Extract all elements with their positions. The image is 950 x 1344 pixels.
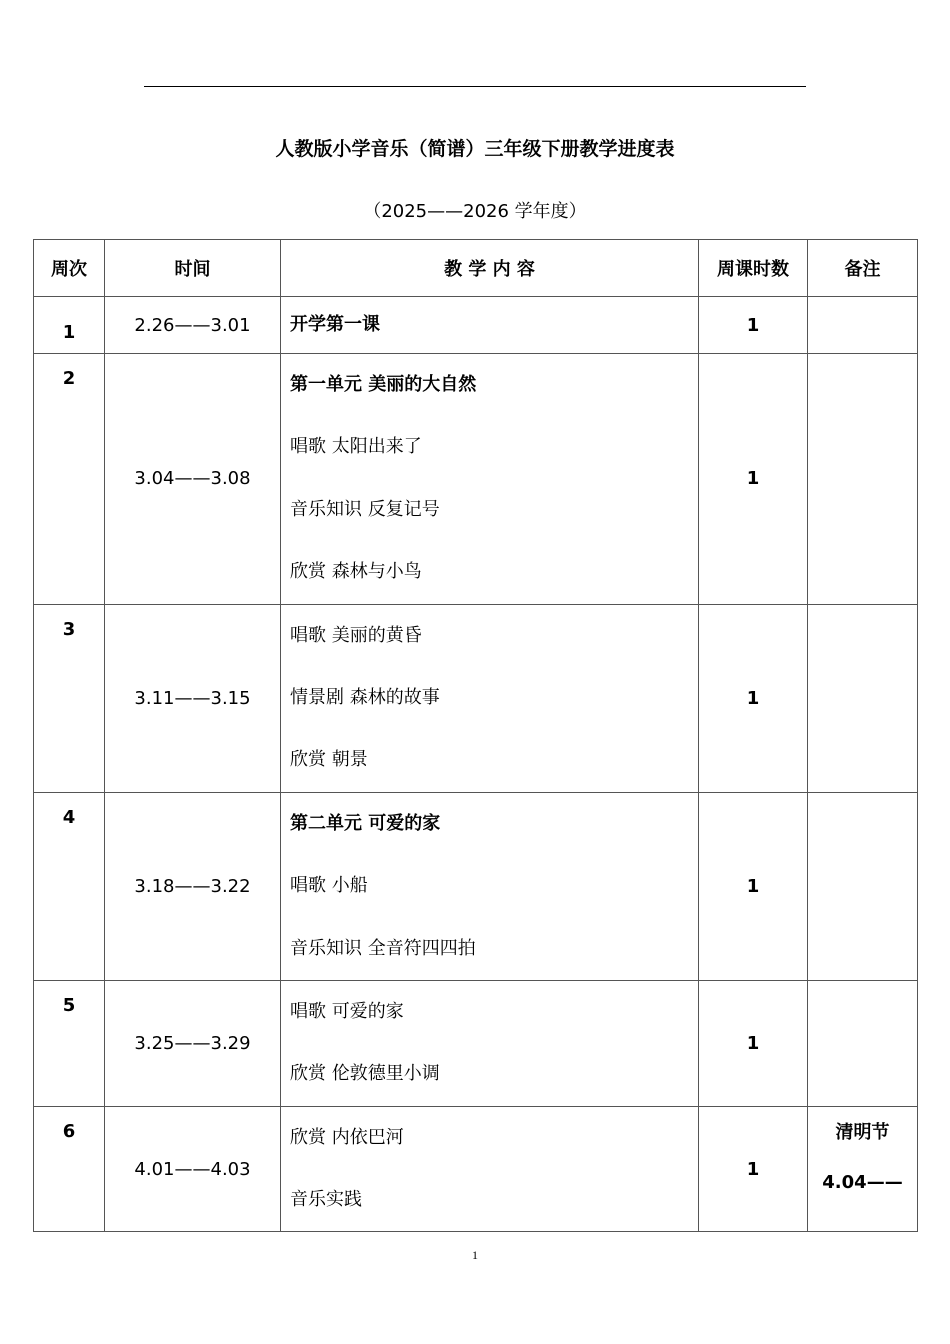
lesson-item: 唱歌 美丽的黄昏 bbox=[290, 624, 422, 646]
header-hours: 周课时数 bbox=[699, 240, 808, 297]
hours-cell: 1 bbox=[699, 1106, 808, 1232]
date-cell: 4.01——4.03 bbox=[105, 1106, 281, 1232]
document-title: 人教版小学音乐（简谱）三年级下册教学进度表 bbox=[275, 138, 675, 160]
date-cell: 3.04——3.08 bbox=[105, 354, 281, 605]
unit-heading: 开学第一课 bbox=[290, 314, 380, 335]
week-cell: 1 bbox=[34, 297, 105, 354]
week-cell: 6 bbox=[34, 1106, 105, 1232]
content-cell bbox=[281, 297, 699, 354]
table-row bbox=[34, 980, 918, 1106]
header-date: 时间 bbox=[105, 240, 281, 297]
content-cell bbox=[281, 354, 699, 605]
lesson-item: 情景剧 森林的故事 bbox=[290, 686, 440, 708]
header-content: 教 学 内 容 bbox=[281, 240, 699, 297]
lesson-item: 欣赏 内依巴河 bbox=[290, 1126, 404, 1148]
lesson-item: 欣赏 森林与小鸟 bbox=[290, 561, 422, 583]
lesson-item: 唱歌 太阳出来了 bbox=[290, 436, 422, 458]
lesson-item: 欣赏 伦敦德里小调 bbox=[290, 1063, 440, 1085]
page-number: 1 bbox=[472, 1248, 478, 1262]
table-row bbox=[34, 792, 918, 980]
lesson-item: 音乐实践 bbox=[290, 1189, 362, 1211]
header-week: 周次 bbox=[34, 240, 105, 297]
lesson-item: 音乐知识 全音符四四拍 bbox=[290, 937, 476, 959]
date-cell: 3.11——3.15 bbox=[105, 604, 281, 792]
unit-heading: 第一单元 美丽的大自然 bbox=[290, 374, 477, 395]
lesson-item: 音乐知识 反复记号 bbox=[290, 498, 440, 520]
table-header-row bbox=[34, 240, 918, 297]
note-cell bbox=[808, 980, 918, 1106]
note-cell bbox=[808, 604, 918, 792]
note-cell bbox=[808, 354, 918, 605]
table-row bbox=[34, 1106, 918, 1232]
schedule-table bbox=[33, 239, 918, 1232]
header-note: 备注 bbox=[808, 240, 918, 297]
header-rule bbox=[144, 86, 806, 87]
content-cell bbox=[281, 792, 699, 980]
hours-cell: 1 bbox=[699, 792, 808, 980]
week-cell: 3 bbox=[34, 604, 105, 792]
content-cell bbox=[281, 980, 699, 1106]
lesson-item: 唱歌 可爱的家 bbox=[290, 1000, 404, 1022]
table-row bbox=[34, 604, 918, 792]
lesson-item: 唱歌 小船 bbox=[290, 875, 368, 897]
hours-cell: 1 bbox=[699, 980, 808, 1106]
note-cell bbox=[808, 1106, 918, 1232]
hours-cell: 1 bbox=[699, 604, 808, 792]
week-cell: 5 bbox=[34, 980, 105, 1106]
document-subtitle: （2025——2026 学年度） bbox=[363, 201, 587, 222]
content-cell bbox=[281, 604, 699, 792]
lesson-item: 欣赏 朝景 bbox=[290, 749, 368, 771]
content-cell bbox=[281, 1106, 699, 1232]
date-cell: 2.26——3.01 bbox=[105, 297, 281, 354]
note-cell bbox=[808, 297, 918, 354]
unit-heading: 第二单元 可爱的家 bbox=[290, 812, 441, 834]
note-text: 清明节 bbox=[835, 1121, 890, 1143]
date-cell: 3.18——3.22 bbox=[105, 792, 281, 980]
note-text: 4.04—— bbox=[822, 1171, 903, 1193]
date-cell: 3.25——3.29 bbox=[105, 980, 281, 1106]
hours-cell: 1 bbox=[699, 354, 808, 605]
hours-cell: 1 bbox=[699, 297, 808, 354]
note-cell bbox=[808, 792, 918, 980]
week-cell: 4 bbox=[34, 792, 105, 980]
week-cell: 2 bbox=[34, 354, 105, 605]
table-row bbox=[34, 354, 918, 605]
table-row bbox=[34, 297, 918, 354]
